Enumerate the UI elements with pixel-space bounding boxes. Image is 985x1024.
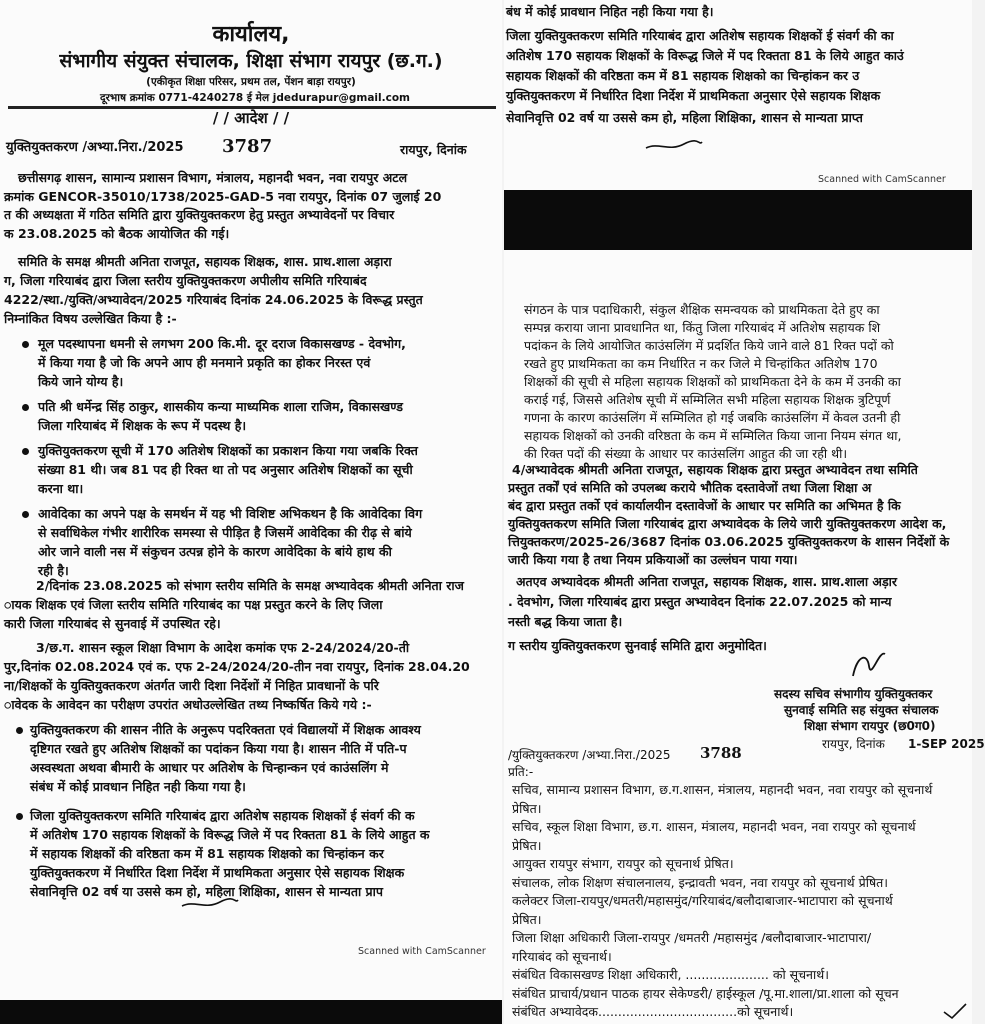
bullet-line: में अतिशेष 170 सहायक शिक्षकों के विरूद्ध जिले में पद रिक्तता 81 के लिये आहुत क	[30, 827, 430, 842]
text-line: जारी किया गया है तथा नियम प्रकियाओं का उल्लंघन पाया गया।	[508, 552, 798, 567]
initial-mark-2	[644, 138, 704, 154]
bullet-line: में सहायक शिक्षकों की वरिष्ठता कम में 81 सहायक शिक्षको का चिन्हांकन कर	[30, 846, 384, 861]
order-ref: युक्तियुक्तकरण /अभ्या.निरा./2025	[6, 140, 184, 155]
para-line: पुर,दिनांक 02.08.2024 एवं क. एफ 2-24/2024/20-तीन नवा रायपुर, दिनांक 28.04.20	[4, 659, 470, 674]
intro-line: क 23.08.2025 को बैठक आयोजित की गई।	[4, 226, 230, 241]
bullet-line: युक्तियुक्तकरण में निर्धारित दिशा निर्देश में प्राथमिकता अनुसार ऐसे सहायक शिक्षक	[30, 865, 405, 880]
intro-line: त की अध्यक्षता में गठित समिति द्वारा युक्तियुक्तकरण हेतु प्रस्तुत अभ्यावेदनों पर विचार	[4, 207, 395, 222]
endorsement-number: 3788	[700, 744, 742, 762]
endorsement-ref: /युक्तियुक्तकरण /अभ्या.निरा./2025	[508, 748, 671, 762]
para-line: 2/दिनांक 23.08.2025 को संभाग स्तरीय समिति के समक्ष अभ्यावेदक श्रीमती अनिता राज	[36, 578, 464, 593]
text-line: कराई गई, जिससे अतिशेष सूची में सम्मिलित सभी महिला सहायक शिक्षक त्रुटिपूर्ण	[524, 392, 891, 407]
left-scan-page	[0, 0, 502, 1000]
text-line: अतएव अभ्यावेदक श्रीमती अनिता राजपूत, सहायक शिक्षक, शास. प्राथ.शाला अड़ार	[516, 574, 898, 589]
recipient-line: संबंधित विकासखण्ड शिक्षा अधिकारी, ..................... को सूचनार्थ।	[512, 967, 829, 982]
text-line: रखते हुए प्राथमिकता का कम निर्धारित न कर जिले मे चिन्हांकित अतिशेष 170	[524, 356, 878, 371]
dark-gap-bottom	[0, 1000, 502, 1024]
intro-line: छत्तीसगढ़ शासन, सामान्य प्रशासन विभाग, मंत्रालय, महानदी भवन, नवा रायपुर अटल	[18, 170, 408, 185]
bullet-line: ओर जाने वाली नस में संकुचन उत्पन्न होने के कारण आवेदिका के बांये हाथ की	[38, 544, 392, 559]
para-line: ना/शिक्षकों के युक्तियुक्तकरण अंतर्गत जारी दिशा निर्देशों में निहित प्रावधानों के परि	[4, 678, 379, 693]
text-line: सेवानिवृत्ति 02 वर्ष या उससे कम हो, महिला शिक्षिका, शासन से मान्यता प्राप्त	[506, 110, 863, 125]
intro-line: निम्नांकित विषय उल्लेखित किया है :-	[4, 311, 177, 326]
text-line: सहायक शिक्षकों को उनकी वरिष्ठता के कम में सम्मिलित किया जाना नियम संगत था,	[524, 428, 902, 443]
office-heading: कार्यालय,	[212, 22, 290, 47]
signatory-place: रायपुर, दिनांक	[822, 737, 885, 751]
bullet-line: अस्वस्थता अथवा बीमारी के आधार पर अतिशेष के चिन्हान्कन एवं काउंसलिंग मे	[30, 760, 389, 775]
bullet-line: मूल पदस्थापना धमनी से लगभग 200 कि.मी. दूर दराज विकासखण्ड - देवभोग,	[38, 336, 406, 351]
recipient-line: कलेक्टर जिला-रायपुर/धमतरी/महासमुंद/गरियाबंद/बलौदाबाजार-भाटापारा को सूचनार्थ	[512, 893, 893, 908]
signatory-date: 1-SEP 2025	[908, 737, 985, 751]
recipient-line: संबंधित अभ्यावेदक...................................को सूचनार्थ।	[512, 1004, 794, 1019]
bullet-line: दृष्टिगत रखते हुए अतिशेष शिक्षकों का पदांकन किया गया है। शासन नीति में पति-प	[30, 741, 407, 756]
text-line: जिला युक्तियुक्तकरण समिति गरियाबंद द्वारा अतिशेष सहायक शिक्षकों ई संवर्ग की का	[506, 28, 894, 43]
right-bottom-scan-page	[504, 250, 985, 1024]
bullet-line: सेवानिवृत्ति 02 वर्ष या उससे कम हो, महिला शिक्षिका, शासन से मान्यता प्राप	[30, 884, 383, 899]
signatory-line1: सदस्य सचिव संभागीय युक्तियुक्तकर	[774, 687, 933, 701]
right-top-watermark: Scanned with CamScanner	[818, 174, 946, 185]
bullet-line: युक्तियुक्तकरण की शासन नीति के अनुरूप पदरिक्तता एवं विद्यालयों में शिक्षक आवश्य	[30, 722, 421, 737]
bullet-line: रही है।	[38, 563, 69, 578]
text-line: ग स्तरीय युक्तियुक्तकरण सुनवाई समिति द्वारा अनुमोदित।	[508, 638, 767, 653]
order-number: 3787	[222, 136, 273, 157]
text-line: त्तियुक्तकरण/2025-26/3687 दिनांक 03.06.2025 युक्तियुक्तकरण के शासन निर्देशों के	[508, 534, 950, 549]
bullet-line: से सर्वाधिकेल गंभीर शारीरिक समस्या से पीड़ित है जिसमें आवेदिका की रीढ़ से बांये	[38, 525, 412, 540]
recipient-line: सचिव, स्कूल शिक्षा विभाग, छ.ग. शासन, मंत्रालय, महानदी भवन, नवा रायपुर को सूचनार्थ	[512, 819, 916, 834]
para-line: ावेदक के आवेदन का परीक्षण उपरांत अधोउल्लेखित तथ्य निष्कर्षित किये गये :-	[4, 697, 372, 712]
text-line: बंध में कोई प्रावधान निहित नही किया गया है।	[506, 4, 714, 19]
signature-mark	[849, 646, 889, 682]
recipient-line: प्रेषित।	[512, 911, 542, 927]
office-contact: दूरभाष क्रमांक 0771-4240278 ई मेल jdedurapur@gmail.com	[100, 92, 410, 104]
order-heading: / / आदेश / /	[212, 109, 290, 127]
recipient-line: प्रेषित।	[512, 800, 542, 816]
text-line: गणना के कारण काउंसलिंग में सम्मिलित हो गई जबकि काउंसलिंग में केवल उतनी ही	[524, 410, 901, 425]
signatory-line2: सुनवाई समिति सह संयुक्त संचालक	[784, 703, 939, 717]
text-line: शिक्षकों की सूची से महिला सहायक शिक्षकों को प्राथमिकता देने के कम में उनकी का	[524, 374, 901, 389]
office-title: संभागीय संयुक्त संचालक, शिक्षा संभाग रायपुर (छ.ग.)	[59, 50, 443, 72]
bullet-line: संबंध में कोई प्रावधान निहित नही किया गया है।	[30, 779, 246, 794]
bullet-dot	[22, 404, 29, 411]
bullet-line: में किया गया है जो कि अपने आप ही मनमाने प्रकृति का होकर निरस्त एवं	[38, 355, 371, 370]
text-line: सहायक शिक्षकों की वरिष्ठता कम में 81 सहायक शिक्षको का चिन्हांकन कर उ	[506, 68, 860, 83]
intro-line: क्रमांक GENCOR-35010/1738/2025-GAD-5 नवा रायपुर, दिनांक 07 जुलाई 20	[4, 189, 442, 204]
bullet-dot	[22, 511, 29, 518]
para-line: 3/छ.ग. शासन स्कूल शिक्षा विभाग के आदेश कमांक एफ 2-24/2024/20-ती	[36, 640, 410, 655]
recipient-line: संचालक, लोक शिक्षण संचालनालय, इन्द्रावती भवन, नवा रायपुर को सूचनार्थ प्रेषित।	[512, 874, 889, 890]
recipient-line: सचिव, सामान्य प्रशासन विभाग, छ.ग.शासन, मंत्रालय, महानदी भवन, नवा रायपुर को सूचनार्थ	[512, 782, 933, 797]
tick-mark	[942, 1002, 968, 1020]
recipient-line: जिला शिक्षा अधिकारी जिला-रायपुर /धमतरी /महासमुंद /बलौदाबाजार-भाटापारा/	[512, 930, 872, 945]
recipient-line: संबंधित प्राचार्य/प्रधान पाठक हायर सेकेण्डरी/ हाईस्कूल /पू.मा.शाला/प्रा.शाला को सूचन	[512, 985, 899, 1001]
bullet-dot	[22, 448, 29, 455]
text-line: की रिक्त पदों की संख्या के आधार पर काउंसलिंग आहुत की जा रही थी।	[524, 446, 848, 461]
order-place-date: रायपुर, दिनांक	[400, 142, 467, 157]
bullet-line: जिला युक्तियुक्तकरण समिति गरियाबंद द्वारा अतिशेष सहायक शिक्षकों ई संवर्ग की क	[30, 808, 415, 823]
bullet-line: आवेदिका का अपने पक्ष के समर्थन में यह भी विशिष्ट अभिकथन है कि आवेदिका विग	[38, 506, 423, 521]
signatory-line3: शिक्षा संभाग रायपुर (छ0ग0)	[804, 719, 936, 733]
pratilipi-label: प्रति:-	[508, 765, 534, 779]
initial-mark	[180, 896, 240, 912]
text-line: युक्तियुक्तकरण समिति जिला गरियाबंद द्वारा अभ्यावेदक के लिये जारी युक्तियुक्तकरण आदेश क,	[508, 516, 947, 531]
intro-line: समिति के समक्ष श्रीमती अनिता राजपूत, सहायक शिक्षक, शास. प्राथ.शाला अड़ारा	[18, 254, 392, 269]
bullet-line: जिला गरियाबंद में शिक्षक के रूप में पदस्थ है।	[38, 418, 247, 433]
bullet-line: किये जाने योग्य है।	[38, 374, 124, 389]
para-line: कारी जिला गरियाबंद से सुनवाई में उपस्थित रहे।	[4, 616, 221, 631]
office-address: (एकीकृत शिक्षा परिसर, प्रथम तल, पेंशन बाड़ा रायपुर)	[146, 76, 356, 88]
text-line: बंद द्वारा प्रस्तुत तर्को एवं कार्यालयीन दस्तावेजों के आधार पर समिति का अभिमत है कि	[508, 498, 901, 513]
recipient-line: प्रेषित।	[512, 837, 542, 853]
bullet-line: युक्तियुक्तकरण सूची में 170 अतिशेष शिक्षकों का प्रकाशन किया गया जबकि रिक्त	[38, 443, 418, 458]
text-line: अतिशेष 170 सहायक शिक्षकों के विरूद्ध जिले में पद रिक्तता 81 के लिये आहुत काउं	[506, 48, 904, 63]
dark-gap	[504, 190, 972, 250]
text-line: नस्ती बद्ध किया जाता है।	[508, 614, 623, 629]
text-line: . देवभोग, जिला गरियाबंद द्वारा प्रस्तुत अभ्यावेदन दिनांक 22.07.2025 को मान्य	[508, 594, 892, 609]
bullet-line: पति श्री धर्मेन्द्र सिंह ठाकुर, शासकीय कन्या माध्यमिक शाला राजिम, विकासखण्ड	[38, 399, 403, 414]
intro-line: 4222/स्था./युक्ति/अभ्यावेदन/2025 गरियाबंद दिनांक 24.06.2025 के विरूद्ध प्रस्तुत	[4, 292, 423, 307]
recipient-line: आयुक्त रायपुर संभाग, रायपुर को सूचनार्थ प्रेषित।	[512, 856, 734, 871]
para-line: ायक शिक्षक एवं जिला स्तरीय समिति गरियाबंद का पक्ष प्रस्तुत करने के लिए जिला	[4, 597, 383, 612]
intro-line: ग, जिला गरियाबंद द्वारा जिला स्तरीय युक्तियुक्तकरण अपीलीय समिति गरियाबंद	[4, 273, 367, 288]
recipient-line: गरियाबंद को सूचनार्थ।	[512, 948, 612, 964]
bullet-dot	[16, 813, 23, 820]
left-watermark: Scanned with CamScanner	[358, 946, 486, 957]
text-line: संगठन के पात्र पदाधिकारी, संकुल शैक्षिक समन्वयक को प्राथमिकता देते हुए का	[524, 302, 880, 317]
bullet-dot	[22, 341, 29, 348]
right-top-scan-page	[504, 0, 972, 190]
text-line: पदांकन के लिये आयोजित काउंसलिंग में प्रदर्शित किये जाने वाले 81 रिक्त पदों को	[524, 338, 894, 353]
bullet-dot	[16, 727, 23, 734]
bullet-line: संख्या 81 थी। जब 81 पद ही रिक्त था तो पद अनुसार अतिशेष शिक्षकों का सूची	[38, 462, 413, 477]
text-line: 4/अभ्यावेदक श्रीमती अनिता राजपूत, सहायक शिक्षक द्वारा प्रस्तुत अभ्यावेदन तथा समिति	[512, 462, 918, 477]
text-line: प्रस्तुत तर्कों एवं समिति को उपलब्ध कराये भौतिक दस्तावेजों तथा जिला शिक्षा अ	[508, 480, 872, 495]
text-line: सम्पन्न कराया जाना प्रावधानित था, किंतु जिला गरियाबंद में अतिशेष सहायक शि	[524, 320, 881, 335]
bullet-line: करना था।	[38, 481, 84, 496]
text-line: युक्तियुक्तकरण में निर्धारित दिशा निर्देश में प्राथमिकता अनुसार ऐसे सहायक शिक्षक	[506, 88, 881, 103]
